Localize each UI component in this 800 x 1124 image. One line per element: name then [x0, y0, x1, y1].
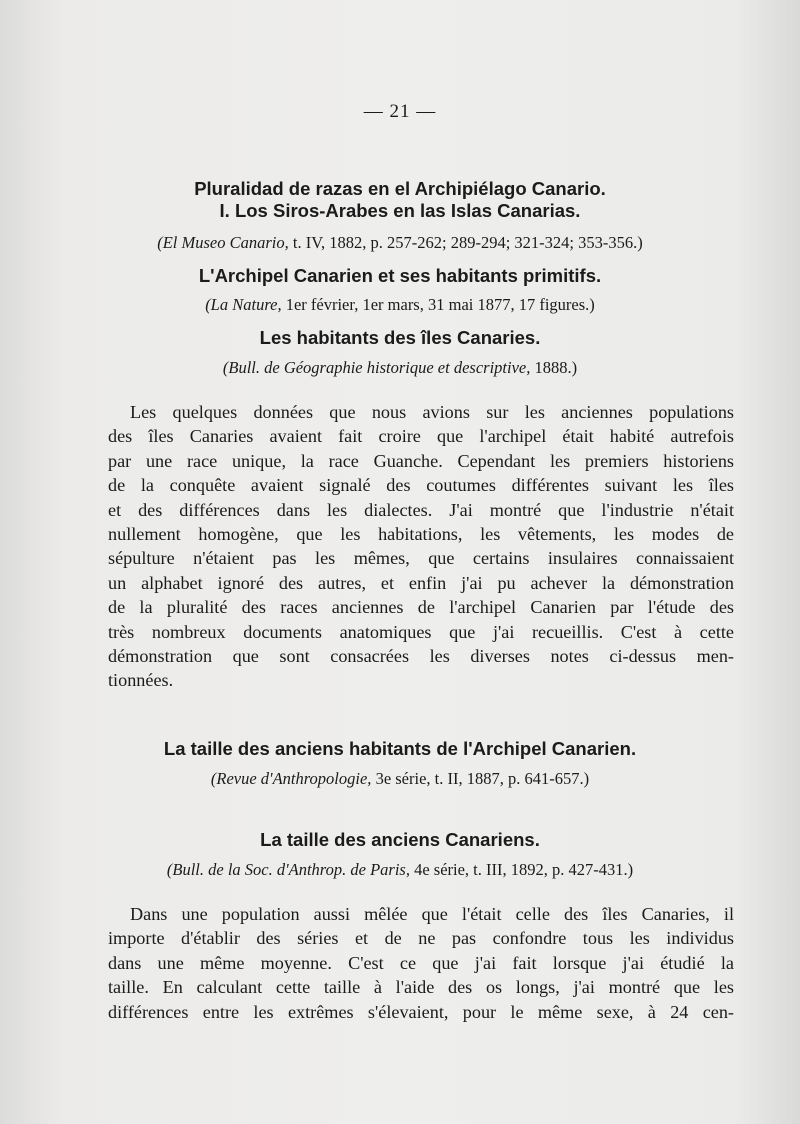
paragraph-line: taille. En calculant cette taille à l'aide des os longs, j'ai montré que les [108, 977, 734, 998]
paragraph-line: un alphabet ignoré des autres, et enfin j'ai pu achever la démonstration [108, 572, 734, 593]
section-5-citation [0, 859, 800, 881]
page-number: — 21 — [363, 101, 437, 122]
citation-source: (Revue d'Anthropologie, [210, 769, 372, 788]
paragraph-line: très nombreux documents anatomiques que j'ai recueillis. C'est à cette [108, 621, 734, 642]
section-4-citation [0, 768, 800, 790]
paragraph-line: tionnées. [108, 670, 174, 691]
citation-source: (Bull. de Géographie historique et descriptive, [222, 358, 531, 377]
paragraph-stature [108, 902, 734, 1024]
section-title: L'Archipel Canarien et ses habitants primitifs. [198, 265, 602, 286]
section-4-heading [0, 738, 800, 760]
citation-details: 1888.) [530, 358, 578, 377]
section-title: Pluralidad de razas en el Archipiélago Canario. [194, 178, 606, 199]
paragraph-line: Les quelques données que nous avions sur les anciennes populations [130, 402, 734, 422]
paragraph-line: différences entre les extrêmes s'élevaient, pour le même sexe, à 24 cen- [108, 1001, 734, 1022]
section-1-heading [0, 178, 800, 222]
section-3-heading [0, 327, 800, 349]
section-title: La taille des anciens Canariens. [260, 829, 540, 850]
section-title: La taille des anciens habitants de l'Archipel Canarien. [163, 738, 637, 759]
citation-details: t. IV, 1882, p. 257-262; 289-294; 321-324; 353-356.) [288, 233, 643, 252]
paragraph-line: de la conquête avaient signalé des coutumes différentes suivant les îles [108, 475, 734, 496]
paragraph-line: et des différences dans les dialectes. J'ai montré que l'industrie n'était [108, 499, 734, 520]
citation-details: 4e série, t. III, 1892, p. 427-431.) [409, 860, 634, 879]
citation-details: 3e série, t. II, 1887, p. 641-657.) [371, 769, 590, 788]
paragraph-line: sépulture n'étaient pas les mêmes, que certains insulaires connaissaient [108, 548, 734, 569]
section-2-heading [0, 265, 800, 287]
paragraph-line: par une race unique, la race Guanche. Cependant les premiers historiens [108, 450, 734, 471]
paragraph-line: Dans une population aussi mêlée que l'était celle des îles Canaries, il [130, 904, 734, 924]
section-subtitle: I. Los Siros-Arabes en las Islas Canarias. [219, 200, 581, 221]
section-5-heading [0, 829, 800, 851]
section-title: Les habitants des îles Canaries. [259, 327, 541, 348]
citation-source: (Bull. de la Soc. d'Anthrop. de Paris, [166, 860, 410, 879]
paragraph-line: démonstration que sont consacrées les diverses notes ci-dessus men- [108, 646, 734, 667]
paragraph-intro [108, 400, 734, 693]
citation-source: (El Museo Canario, [157, 233, 289, 252]
paragraph-line: de la pluralité des races anciennes de l'archipel Canarien par l'étude des [108, 597, 734, 618]
section-2-citation [0, 294, 800, 316]
section-3-citation [0, 357, 800, 379]
paragraph-line: des îles Canaries avaient fait croire que l'archipel était habité autrefois [108, 426, 734, 447]
section-1-citation [0, 232, 800, 254]
paragraph-line: importe d'établir des séries et de ne pas confondre tous les individus [108, 928, 734, 949]
paragraph-line: nullement homogène, que les habitations, les vêtements, les modes de [108, 524, 734, 545]
citation-details: 1er février, 1er mars, 31 mai 1877, 17 figures.) [281, 295, 595, 314]
paragraph-line: dans une même moyenne. C'est ce que j'ai fait lorsque j'ai étudié la [108, 952, 734, 973]
citation-source: (La Nature, [205, 295, 282, 314]
